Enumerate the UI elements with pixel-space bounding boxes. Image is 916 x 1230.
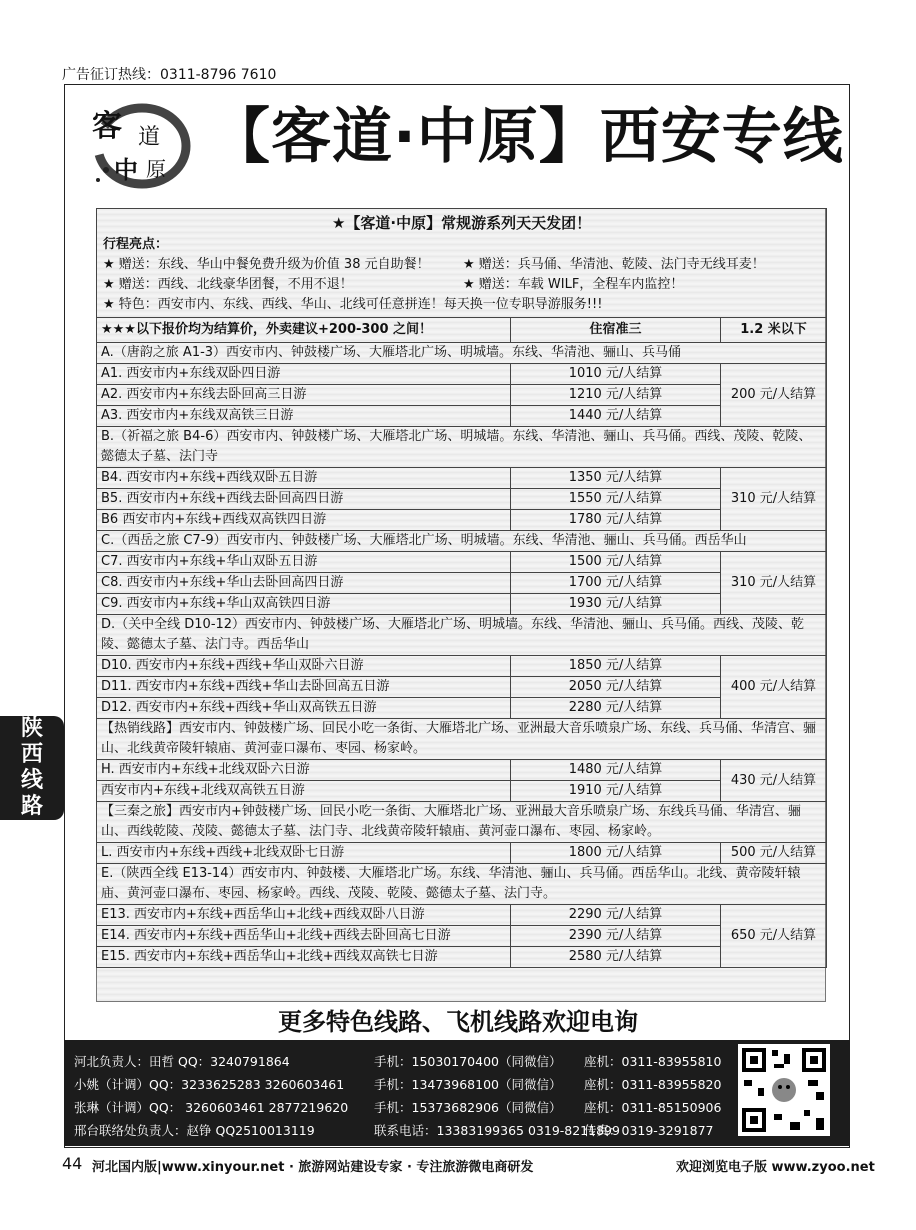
route-group-row xyxy=(97,615,827,656)
contact-landline: 传真：0319-3291877 xyxy=(584,1123,714,1138)
route-name: A1. 西安市内+东线双卧四日游 xyxy=(97,364,511,385)
child-price: 650 元/人结算 xyxy=(721,905,827,968)
highlights-cell xyxy=(97,209,827,318)
side-section-tab xyxy=(0,716,64,820)
child-price: 400 元/人结算 xyxy=(721,656,827,719)
route-name: E15. 西安市内+东线+西岳华山+北线+西线双高铁七日游 xyxy=(97,947,511,968)
route-price: 1550 元/人结算 xyxy=(511,489,721,510)
highlight-item: ★ 赠送：东线、华山中餐免费升级为价值 38 元自助餐！ xyxy=(103,257,430,272)
svg-text:中: 中 xyxy=(114,155,138,184)
child-price: 310 元/人结算 xyxy=(721,468,827,531)
route-group-row xyxy=(97,427,827,468)
page-number: 44 xyxy=(62,1154,83,1173)
route-name: C9. 西安市内+东线+华山双高铁四日游 xyxy=(97,594,511,615)
table-row xyxy=(97,926,827,947)
header-note: ★★★以下报价均为结算价，外卖建议+200-300 之间！ xyxy=(97,318,511,343)
route-description: D.（关中全线 D10-12）西安市内、钟鼓楼广场、大雁塔北广场、明城墙。东线、华清池、骊山、兵马俑。西线、茂陵、乾陵、懿德太子墓、法门寺。西岳华山 xyxy=(97,615,827,656)
route-price: 1850 元/人结算 xyxy=(511,656,721,677)
table-row xyxy=(97,760,827,781)
route-group-row xyxy=(97,802,827,843)
table-row xyxy=(97,677,827,698)
route-description: E.（陕西全线 E13-14）西安市内、钟鼓楼、大雁塔北广场。东线、华清池、骊山、兵马俑。西岳华山。北线、黄帝陵轩辕庙、黄河壶口瀑布、枣园、杨家岭。西线、茂陵、乾陵、懿德太子墓、法门寺。 xyxy=(97,864,827,905)
route-description: B.（祈福之旅 B4-6）西安市内、钟鼓楼广场、大雁塔北广场、明城墙。东线、华清池、骊山、兵马俑。西线、茂陵、乾陵、懿德太子墓、法门寺 xyxy=(97,427,827,468)
table-row xyxy=(97,781,827,802)
route-name: B5. 西安市内+东线+西线去卧回高四日游 xyxy=(97,489,511,510)
child-price: 500 元/人结算 xyxy=(721,843,827,864)
highlight-item: ★ 赠送：车载 WILF，全程车内监控！ xyxy=(463,277,684,292)
route-group-row xyxy=(97,864,827,905)
route-name: D10. 西安市内+东线+西线+华山双卧六日游 xyxy=(97,656,511,677)
contact-block xyxy=(64,1040,850,1146)
table-row xyxy=(97,698,827,719)
brand-logo-icon xyxy=(84,100,192,190)
contact-mobile: 手机：13473968100（同微信） xyxy=(374,1077,562,1092)
route-price: 1700 元/人结算 xyxy=(511,573,721,594)
route-price: 1480 元/人结算 xyxy=(511,760,721,781)
route-name: H. 西安市内+东线+北线双卧六日游 xyxy=(97,760,511,781)
contact-mobile: 手机：15030170400（同微信） xyxy=(374,1054,562,1069)
contact-person: 张琳（计调）QQ： 3260603461 2877219620 xyxy=(74,1100,349,1115)
route-name: 西安市内+东线+北线双高铁五日游 xyxy=(97,781,511,802)
route-name: B4. 西安市内+东线+西线双卧五日游 xyxy=(97,468,511,489)
table-row xyxy=(97,385,827,406)
route-price: 1780 元/人结算 xyxy=(511,510,721,531)
route-group-row xyxy=(97,719,827,760)
table-row xyxy=(97,947,827,968)
route-name: A3. 西安市内+东线双高铁三日游 xyxy=(97,406,511,427)
highlights-subtitle: 行程亮点： xyxy=(103,237,169,252)
route-name: A2. 西安市内+东线去卧回高三日游 xyxy=(97,385,511,406)
route-price: 1910 元/人结算 xyxy=(511,781,721,802)
ad-hotline: 广告征订热线：0311-8796 7610 xyxy=(62,67,277,83)
route-price: 2580 元/人结算 xyxy=(511,947,721,968)
qr-code-icon xyxy=(738,1044,830,1136)
svg-text:原: 原 xyxy=(146,157,166,181)
route-price: 2390 元/人结算 xyxy=(511,926,721,947)
child-price: 430 元/人结算 xyxy=(721,760,827,802)
svg-text:客: 客 xyxy=(92,109,122,144)
child-price: 310 元/人结算 xyxy=(721,552,827,615)
qr-code[interactable] xyxy=(738,1044,830,1136)
highlight-item: ★ 赠送：西线、北线豪华团餐，不用不退！ xyxy=(103,277,353,292)
footer-website[interactable]: 欢迎浏览电子版 www.zyoo.net xyxy=(676,1160,875,1175)
table-row xyxy=(97,406,827,427)
contact-mobile: 联系电话：13383199365 0319-8211899 xyxy=(374,1123,620,1138)
table-row xyxy=(97,468,827,489)
route-name: L. 西安市内+东线+西线+北线双卧七日游 xyxy=(97,843,511,864)
route-name: C7. 西安市内+东线+华山双卧五日游 xyxy=(97,552,511,573)
contact-landline: 座机：0311-85150906 xyxy=(584,1100,722,1115)
route-price: 2050 元/人结算 xyxy=(511,677,721,698)
footer-publisher: 河北国内版|www.xinyour.net · 旅游网站建设专家 · 专注旅游微电商研发 xyxy=(92,1160,534,1175)
table-row xyxy=(97,573,827,594)
route-group-row xyxy=(97,531,827,552)
page-title: 【客道·中原】西安专线 xyxy=(210,102,844,172)
route-price: 2290 元/人结算 xyxy=(511,905,721,926)
table-row xyxy=(97,905,827,926)
header-child: 1.2 米以下 xyxy=(721,318,827,343)
route-group-row xyxy=(97,343,827,364)
contact-person: 邢台联络处负责人：赵铮 QQ2510013119 xyxy=(74,1123,315,1138)
route-price: 1350 元/人结算 xyxy=(511,468,721,489)
route-description: C.（西岳之旅 C7-9）西安市内、钟鼓楼广场、大雁塔北广场、明城墙。东线、华清池、骊山、兵马俑。西岳华山 xyxy=(97,531,827,552)
contact-landline: 座机：0311-83955810 xyxy=(584,1054,722,1069)
header-lodging: 住宿准三 xyxy=(511,318,721,343)
contact-person: 小姚（计调）QQ：3233625283 3260603461 xyxy=(74,1077,345,1092)
route-price: 1930 元/人结算 xyxy=(511,594,721,615)
table-row xyxy=(97,656,827,677)
route-name: E13. 西安市内+东线+西岳华山+北线+西线双卧八日游 xyxy=(97,905,511,926)
table-row xyxy=(97,364,827,385)
table-row xyxy=(97,843,827,864)
contact-mobile: 手机：15373682906（同微信） xyxy=(374,1100,562,1115)
route-name: B6 西安市内+东线+西线双高铁四日游 xyxy=(97,510,511,531)
route-price: 1500 元/人结算 xyxy=(511,552,721,573)
table-row xyxy=(97,510,827,531)
table-row xyxy=(97,594,827,615)
tour-price-table xyxy=(96,208,827,968)
route-name: D12. 西安市内+东线+西线+华山双高铁五日游 xyxy=(97,698,511,719)
highlights-row xyxy=(97,209,827,318)
route-name: C8. 西安市内+东线+华山去卧回高四日游 xyxy=(97,573,511,594)
route-price: 1010 元/人结算 xyxy=(511,364,721,385)
route-price: 2280 元/人结算 xyxy=(511,698,721,719)
route-price: 1210 元/人结算 xyxy=(511,385,721,406)
child-price: 200 元/人结算 xyxy=(721,364,827,427)
table-row xyxy=(97,552,827,573)
table-row xyxy=(97,489,827,510)
svg-text:道: 道 xyxy=(138,125,161,150)
brand-logo xyxy=(84,100,192,190)
table-header-row xyxy=(97,318,827,343)
route-name: E14. 西安市内+东线+西岳华山+北线+西线去卧回高七日游 xyxy=(97,926,511,947)
route-name: D11. 西安市内+东线+西线+华山去卧回高五日游 xyxy=(97,677,511,698)
contact-person: 河北负责人：田哲 QQ：3240791864 xyxy=(74,1054,290,1069)
more-routes-banner: 更多特色线路、飞机线路欢迎电询 xyxy=(278,1008,638,1036)
route-description: 【三秦之旅】西安市内+钟鼓楼广场、回民小吃一条街、大雁塔北广场、亚洲最大音乐喷泉广场、东线兵马俑、华清宫、骊山、西线乾陵、茂陵、懿德太子墓、法门寺、北线黄帝陵轩辕庙、黄河壶口瀑布、枣园、杨家岭。 xyxy=(97,802,827,843)
side-section-label: 陕西线路 xyxy=(20,716,43,819)
route-description: 【热销线路】西安市内、钟鼓楼广场、回民小吃一条街、大雁塔北广场、亚洲最大音乐喷泉广场、东线、兵马俑、华清宫、骊山、北线黄帝陵轩辕庙、黄河壶口瀑布、枣园、杨家岭。 xyxy=(97,719,827,760)
contact-landline: 座机：0311-83955820 xyxy=(584,1077,722,1092)
highlight-item: ★ 赠送：兵马俑、华清池、乾陵、法门寺无线耳麦！ xyxy=(463,257,765,272)
route-description: A.（唐韵之旅 A1-3）西安市内、钟鼓楼广场、大雁塔北广场、明城墙。东线、华清池、骊山、兵马俑 xyxy=(97,343,827,364)
highlight-special: ★ 特色：西安市内、东线、西线、华山、北线可任意拼连！每天换一位专职导游服务!!! xyxy=(103,297,603,312)
route-price: 1440 元/人结算 xyxy=(511,406,721,427)
highlights-title: ★【客道·中原】常规游系列天天发团！ xyxy=(331,214,592,232)
route-price: 1800 元/人结算 xyxy=(511,843,721,864)
